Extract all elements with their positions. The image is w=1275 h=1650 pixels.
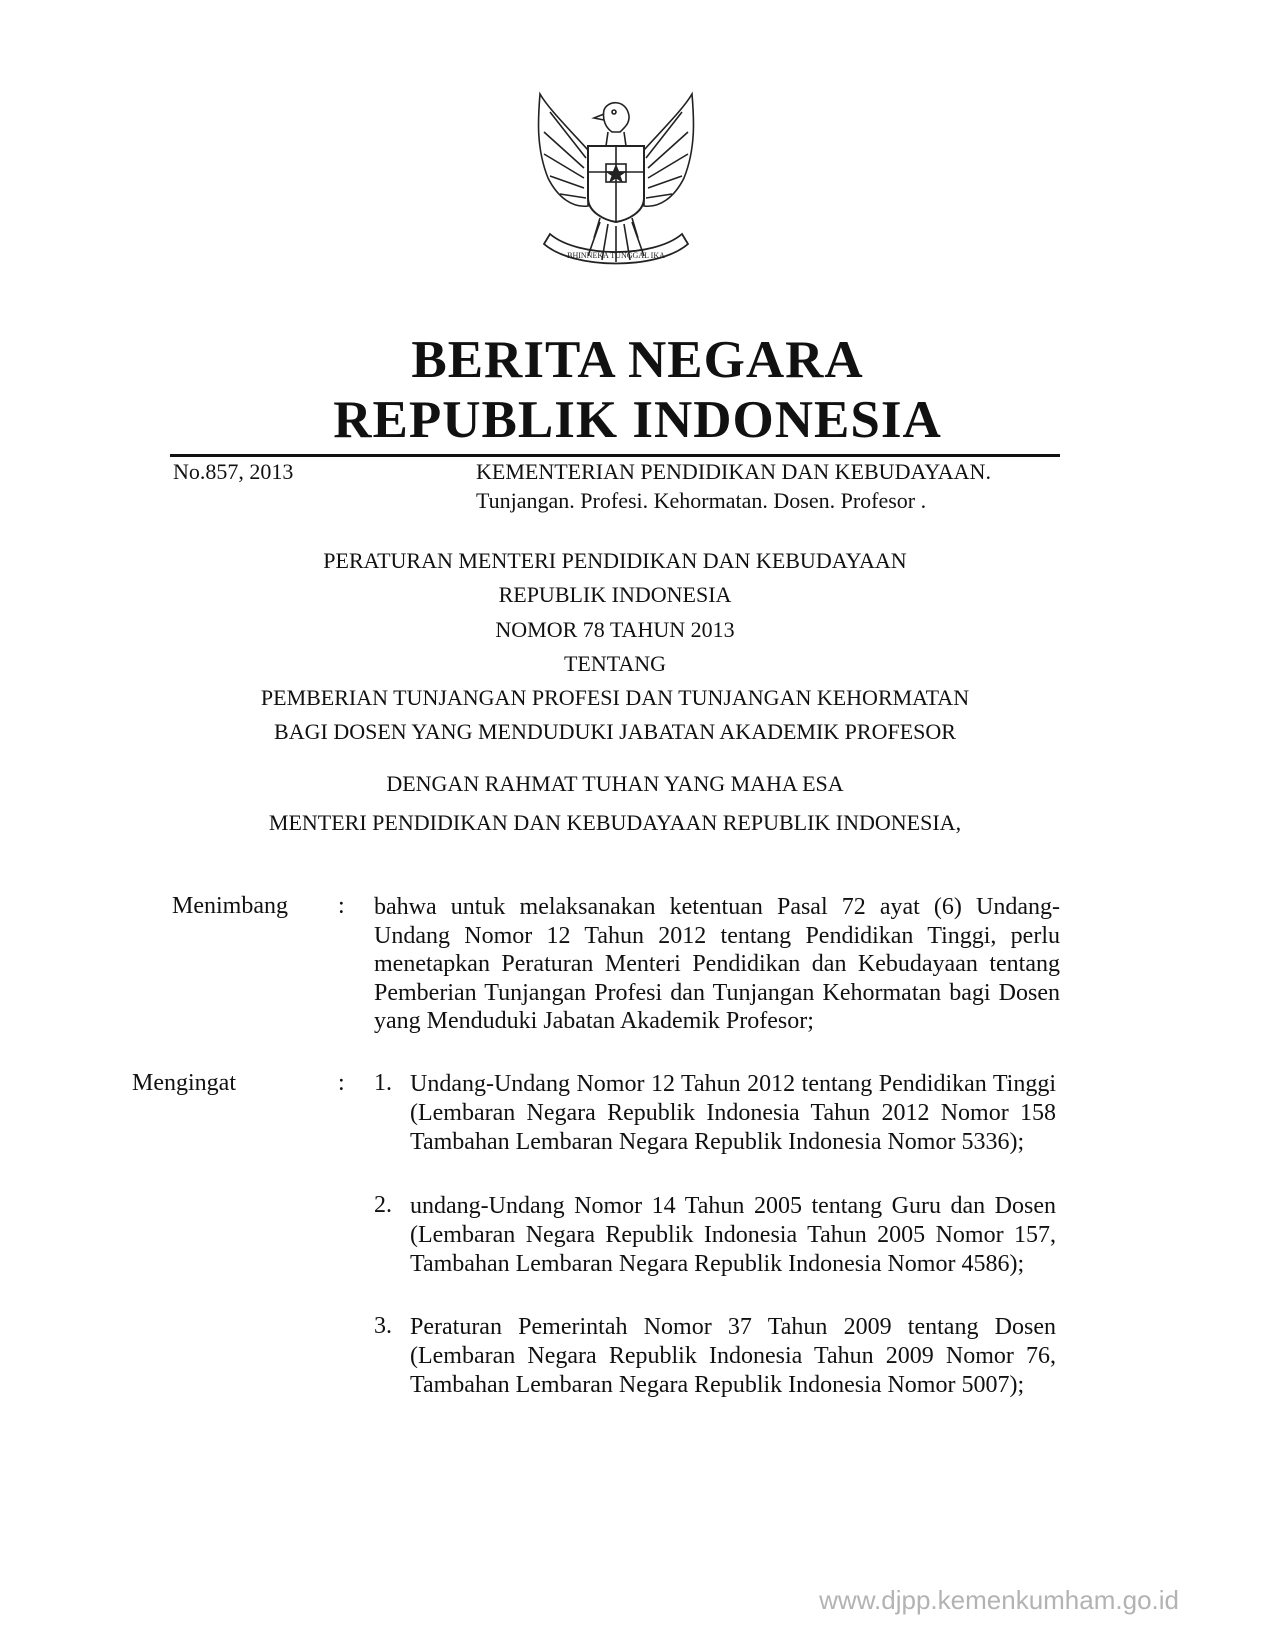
gazette-number: No.857, 2013 [173, 459, 294, 484]
regulation-subject-line1: PEMBERIAN TUNJANGAN PROFESI DAN TUNJANGAN KEHORMATAN [260, 685, 970, 710]
recalling-item-text: Peraturan Pemerintah Nomor 37 Tahun 2009 tentang Dosen (Lembaran Negara Republik Indonesia Tahun 2009 Nomor 76, Tambahan Lembaran Negara Republik Indonesia Nomor 5007); [410, 1314, 1056, 1398]
regulation-subject-line2: BAGI DOSEN YANG MENDUDUKI JABATAN AKADEMIK PROFESOR [274, 719, 956, 744]
regulation-number: NOMOR 78 TAHUN 2013 [495, 617, 735, 642]
regulation-title-line2: REPUBLIK INDONESIA [498, 582, 732, 607]
subject-keywords: Tunjangan. Profesi. Kehormatan. Dosen. Profesor . [476, 488, 927, 513]
recalling-item-text: Undang-Undang Nomor 12 Tahun 2012 tentang Pendidikan Tinggi (Lembaran Negara Republik Indonesia Tahun 2012 Nomor 158 Tambahan Lembaran Negara Republik Indonesia Nomor 5336); [410, 1071, 1056, 1155]
recalling-label: Mengingat [132, 1070, 236, 1096]
recalling-item-number: 2. [374, 1192, 392, 1218]
recalling-item-text: undang-Undang Nomor 14 Tahun 2005 tentang Guru dan Dosen (Lembaran Negara Republik Indonesia Tahun 2005 Nomor 157, Tambahan Lembaran Negara Republik Indonesia Nomor 4586); [410, 1193, 1056, 1277]
regulation-tentang: TENTANG [563, 651, 667, 676]
gazette-title-line1: BERITA NEGARA [411, 331, 864, 389]
header-divider [170, 454, 1060, 457]
recalling-colon: : [338, 1070, 345, 1096]
considering-text: bahwa untuk melaksanakan ketentuan Pasal 72 ayat (6) Undang-Undang Nomor 12 Tahun 2012 tentang Pendidikan Tinggi, perlu menetapkan Peraturan Menteri Pendidikan dan Kebudayaan tentang Pemberian Tunjangan Profesi dan Tunjangan Kehormatan bagi Dosen yang Menduduki Jabatan Akademik Profesor; [374, 894, 1060, 1034]
issuing-agency: KEMENTERIAN PENDIDIKAN DAN KEBUDAYAAN. [476, 459, 991, 484]
recalling-item-number: 3. [374, 1313, 392, 1339]
preamble-line2: MENTERI PENDIDIKAN DAN KEBUDAYAAN REPUBLIK INDONESIA, [268, 810, 962, 835]
regulation-title-line1: PERATURAN MENTERI PENDIDIKAN DAN KEBUDAYAAN [323, 548, 907, 573]
recalling-item-number: 1. [374, 1070, 392, 1096]
gazette-title-line2: REPUBLIK INDONESIA [333, 391, 942, 449]
source-watermark: www.djpp.kemenkumham.go.id [819, 1585, 1179, 1615]
garuda-emblem-icon [528, 88, 704, 280]
considering-label: Menimbang [172, 893, 288, 919]
preamble-line1: DENGAN RAHMAT TUHAN YANG MAHA ESA [386, 771, 844, 796]
svg-text:BHINNEKA TUNGGAL IKA: BHINNEKA TUNGGAL IKA [567, 251, 665, 260]
considering-colon: : [338, 893, 345, 919]
